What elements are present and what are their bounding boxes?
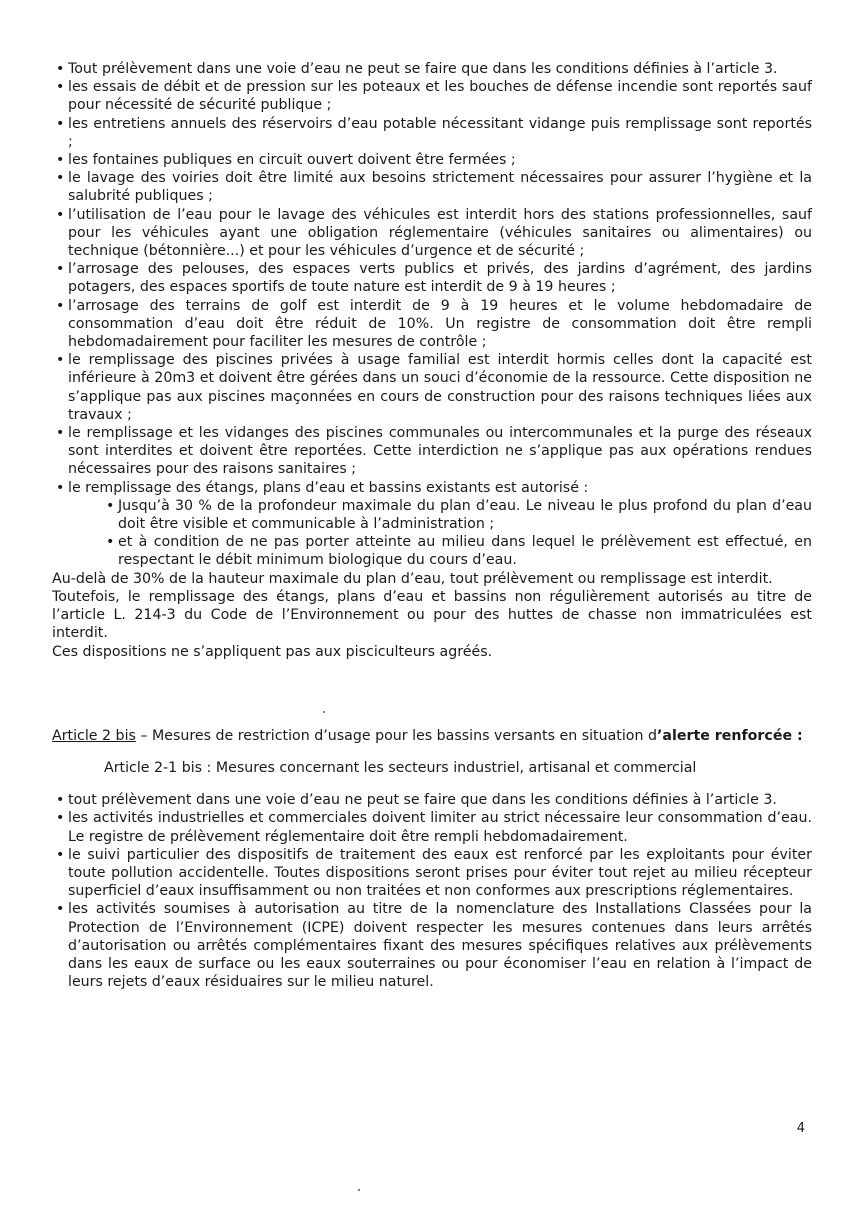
bullet-icon: • — [56, 352, 65, 369]
bullet-text: les essais de débit et de pression sur les poteaux et les bouches de défense incendie sont reportés sauf pour nécessité de sécurité publique ; — [68, 79, 812, 114]
bullet-text: le suivi particulier des dispositifs de traitement des eaux est renforcé par les exploitants pour éviter toute pollution accidentelle. Toutes dispositions seront prises pour éviter tout rejet au milieu récepteur superficiel d’eaux insuffisamment ou non traitées et non conformes aux prescriptions réglementaires. — [68, 846, 812, 900]
bullet-text: Tout prélèvement dans une voie d’eau ne peut se faire que dans les conditions définies à l’article 3. — [68, 61, 778, 77]
bullet-text: le remplissage des étangs, plans d’eau et bassins existants est autorisé : — [68, 479, 589, 496]
bullet-item — [52, 351, 812, 424]
bullet-item — [52, 78, 812, 114]
bullet-item — [52, 900, 812, 991]
bullet-text: l’arrosage des terrains de golf est interdit de 9 à 19 heures et le volume hebdomadaire de consommation d’eau doit être réduit de 10%. Un registre de consommation doit être rempli hebdomadairement pour faciliter les mesures de contrôle ; — [68, 297, 812, 351]
article-2bis-heading — [52, 727, 812, 745]
bullet-icon: • — [56, 115, 65, 132]
bullet-item — [52, 206, 812, 261]
bullet-item — [52, 479, 812, 497]
bullet-text: l’arrosage des pelouses, des espaces verts publics et privés, des jardins d’agrément, des jardins potagers, des espaces sportifs de toute nature est interdit de 9 à 19 heures ; — [68, 261, 812, 296]
bullet-text: les activités soumises à autorisation au titre de la nomenclature des Installations Classées pour la Protection de l’Environnement (ICPE) doivent respecter les mesures contenues dans leurs arrêtés d’autorisation ou arrêtés complémentaires fixant des mesures spécifiques relatives aux prélèvements dans les eaux de surface ou les eaux souterraines ou pour économiser l’eau en relation à l’impact de leurs rejets d’eaux résiduaires sur le milieu naturel. — [68, 901, 812, 991]
bullet-icon: • — [56, 810, 65, 827]
bullet-text: l’utilisation de l’eau pour le lavage des véhicules est interdit hors des stations professionnelles, sauf pour les véhicules ayant une obligation réglementaire (véhicules sanitaires ou alimentaires) ou technique (bétonnière...) et pour les véhicules d’urgence et de sécurité ; — [68, 206, 812, 260]
bullet-icon: • — [56, 479, 65, 496]
bullet-text: les entretiens annuels des réservoirs d’eau potable nécessitant vidange puis remplissage sont reportés ; — [68, 115, 812, 150]
bullet-text: les activités industrielles et commerciales doivent limiter au strict nécessaire leur consommation d’eau. Le registre de prélèvement réglementaire doit être rempli hebdomadairement. — [68, 810, 812, 845]
spacer — [52, 661, 812, 725]
scan-speck — [358, 1189, 360, 1191]
bullet-icon: • — [56, 152, 65, 169]
sub-bullet-item — [52, 533, 812, 569]
article-label: Article 2 bis — [52, 727, 136, 744]
paragraph: Ces dispositions ne s’appliquent pas aux pisciculteurs agréés. — [52, 643, 493, 660]
bullet-item — [52, 169, 812, 205]
article-title-bold: ’alerte renforcée : — [657, 727, 803, 744]
bullet-icon: • — [56, 79, 65, 96]
bullet-icon: • — [56, 297, 65, 314]
bullet-icon: • — [56, 206, 65, 223]
bullet-icon: • — [56, 261, 65, 278]
bullet-icon: • — [106, 534, 115, 551]
bullet-icon: • — [56, 61, 65, 77]
bullet-text: le remplissage des piscines privées à usage familial est interdit hormis celles dont la capacité est inférieure à 20m3 et doivent être gérées dans un souci d’économie de la ressource. Cette disposition ne s’applique pas aux piscines maçonnées en cours de construction pour des raisons techniques liées aux travaux ; — [68, 352, 812, 423]
bullet-item — [52, 151, 812, 169]
bullet-item — [52, 809, 812, 845]
bullet-icon: • — [56, 901, 65, 918]
bullet-text: le remplissage et les vidanges des piscines communales ou intercommunales et la purge des réseaux sont interdites et doivent être reportées. Cette interdiction ne s’applique pas aux opérations rendues nécessaires pour des raisons sanitaires ; — [68, 425, 812, 478]
bullet-text: Jusqu’à 30 % de la profondeur maximale du plan d’eau. Le niveau le plus profond du plan d’eau doit être visible et communicable à l’administration ; — [118, 497, 812, 533]
restriction-list-industrial — [52, 791, 812, 991]
bullet-text: les fontaines publiques en circuit ouvert doivent être fermées ; — [68, 152, 516, 169]
bullet-text: tout prélèvement dans une voie d’eau ne peut se faire que dans les conditions définies à l’article 3. — [68, 792, 777, 809]
bullet-icon: • — [56, 170, 65, 187]
document-page — [52, 60, 812, 991]
paragraph: Au-delà de 30% de la hauteur maximale du plan d’eau, tout prélèvement ou remplissage est interdit. — [52, 570, 773, 587]
bullet-item — [52, 260, 812, 296]
bullet-item — [52, 297, 812, 352]
bullet-item — [52, 846, 812, 901]
page-number: 4 — [796, 1121, 805, 1136]
restriction-list-general — [52, 60, 812, 661]
sub-bullet-item — [52, 497, 812, 533]
bullet-icon: • — [56, 792, 65, 809]
bullet-icon: • — [56, 425, 65, 442]
bullet-item — [52, 424, 812, 479]
scan-speck — [323, 711, 325, 713]
article-2-1bis-subheading: Article 2-1 bis : Mesures concernant les secteurs industriel, artisanal et commercial — [104, 759, 697, 776]
bullet-text: le lavage des voiries doit être limité aux besoins strictement nécessaires pour assurer l’hygiène et la salubrité publiques ; — [68, 170, 812, 205]
article-title: – Mesures de restriction d’usage pour les bassins versants en situation d — [135, 727, 657, 744]
bullet-item — [52, 115, 812, 151]
bullet-item — [52, 60, 812, 78]
bullet-icon: • — [106, 497, 115, 514]
bullet-icon: • — [56, 846, 65, 863]
bullet-text: et à condition de ne pas porter atteinte au milieu dans lequel le prélèvement est effectué, en respectant le débit minimum biologique du cours d’eau. — [118, 534, 812, 569]
bullet-item — [52, 791, 812, 809]
paragraph: Toutefois, le remplissage des étangs, plans d’eau et bassins non régulièrement autorisés au titre de l’article L. 214-3 du Code de l’Environnement ou pour des huttes de chasse non immatriculées est interdit. — [52, 588, 812, 642]
